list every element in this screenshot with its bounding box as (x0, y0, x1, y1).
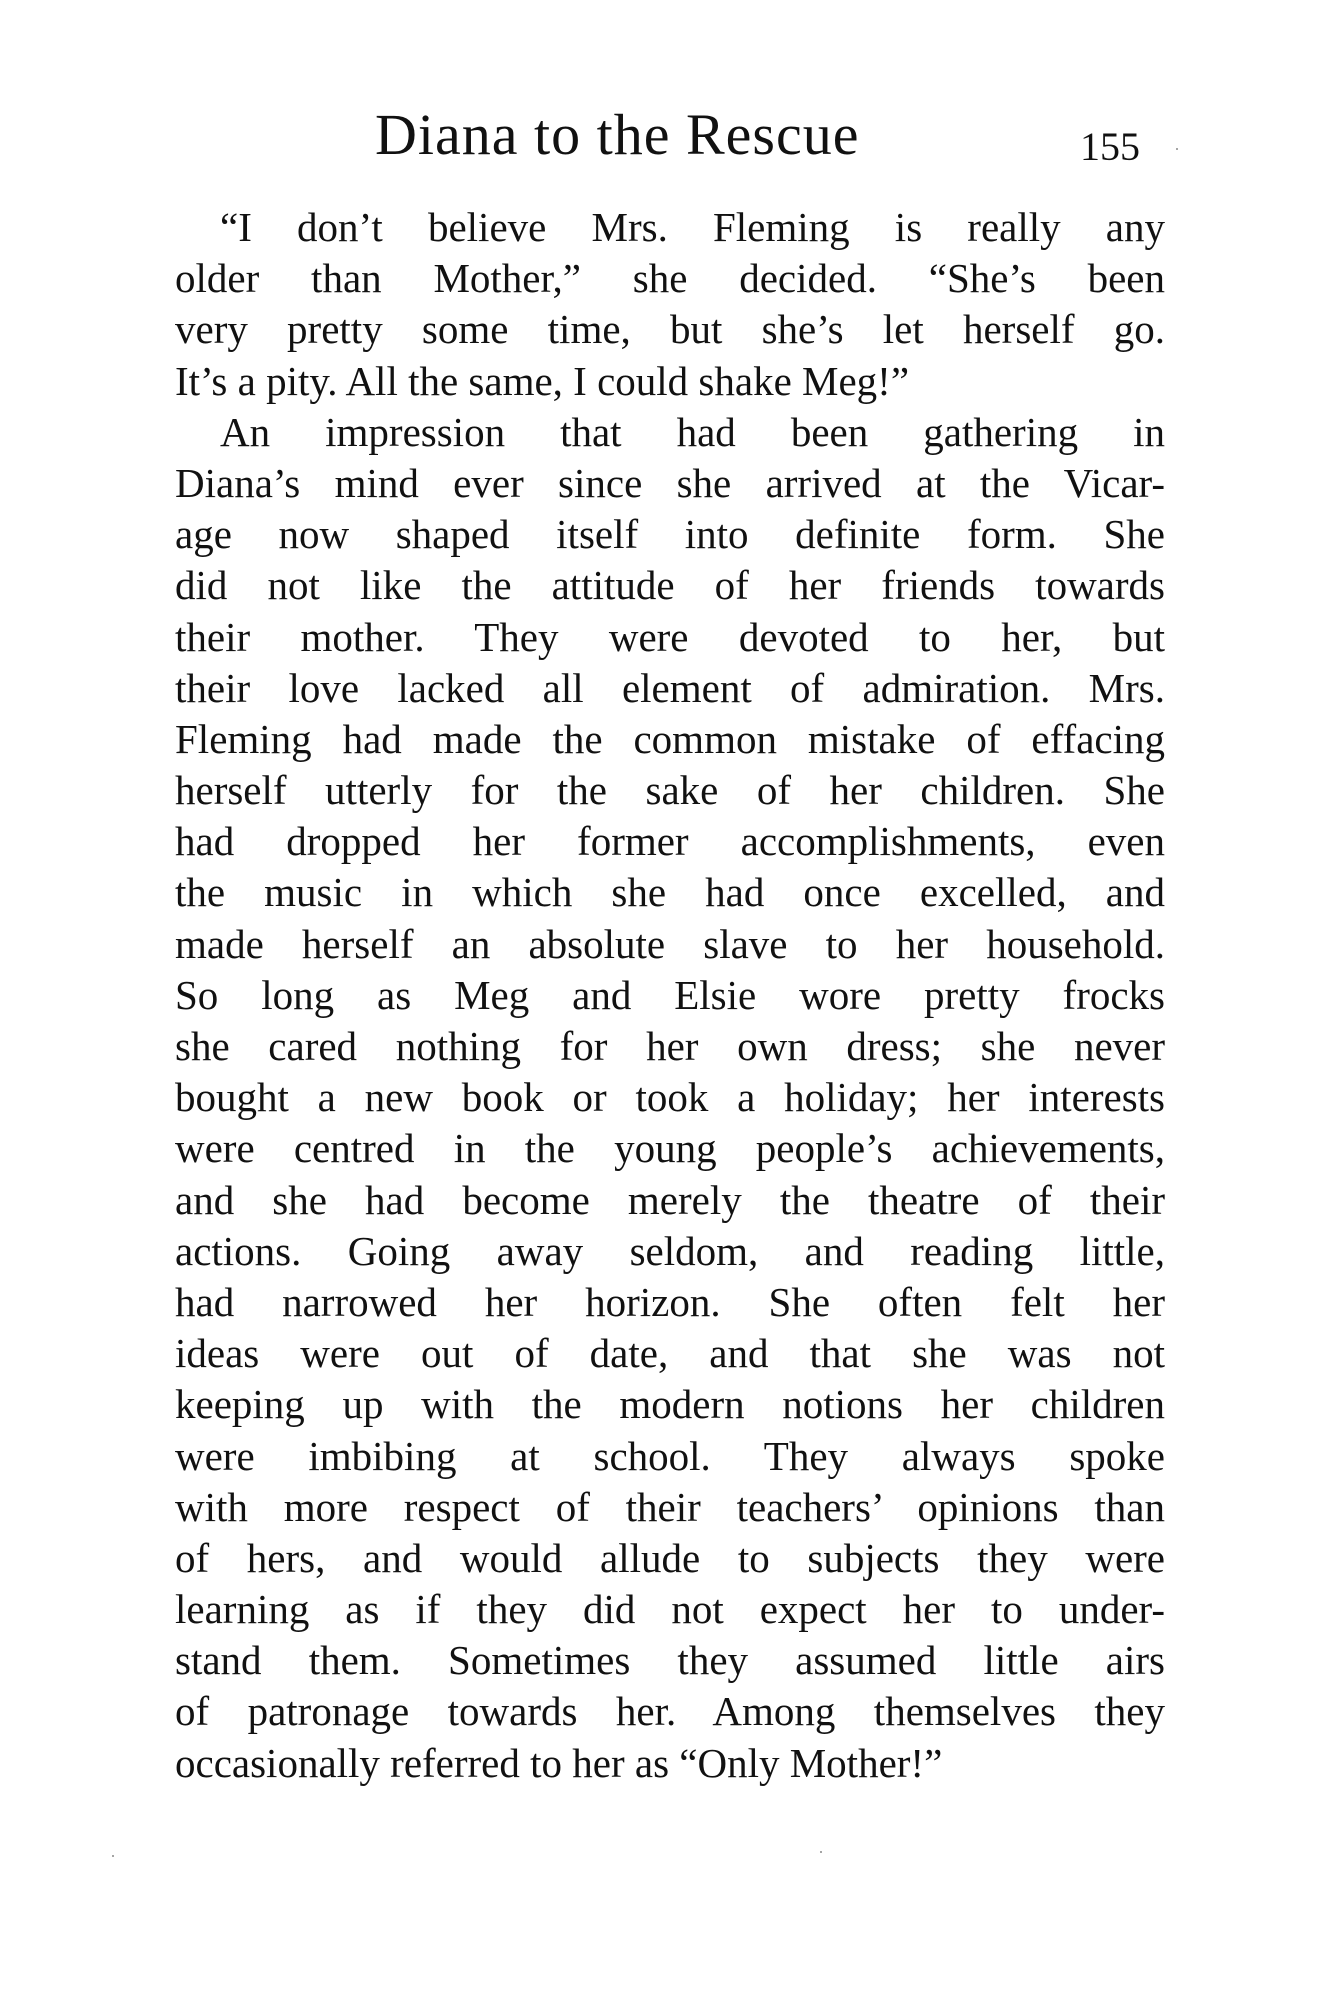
text-line: had narrowed her horizon. She often felt her (175, 1278, 1165, 1325)
text-line: of patronage towards her. Among themselves they (175, 1688, 1165, 1735)
text-line: had dropped her former accomplishments, even (175, 818, 1165, 865)
text-line: very pretty some time, but she’s let herself go. (175, 306, 1165, 353)
text-line: ideas were out of date, and that she was not (175, 1330, 1165, 1377)
text-line: It’s a pity. All the same, I could shake Meg!” (175, 357, 910, 404)
text-line: stand them. Sometimes they assumed little airs (175, 1637, 1165, 1684)
page-header (175, 95, 1175, 175)
text-line: keeping up with the modern notions her children (175, 1381, 1165, 1428)
text-line: bought a new book or took a holiday; her interests (175, 1074, 1165, 1121)
text-line: older than Mother,” she decided. “She’s been (175, 255, 1165, 302)
text-line: with more respect of their teachers’ opinions than (175, 1483, 1165, 1530)
text-line: of hers, and would allude to subjects they were (175, 1534, 1165, 1581)
page-number: 155 (1080, 124, 1140, 169)
text-line: learning as if they did not expect her to under- (175, 1586, 1165, 1633)
text-line: their mother. They were devoted to her, but (175, 613, 1165, 660)
text-line: their love lacked all element of admiration. Mrs. (175, 664, 1165, 711)
text-line: were centred in the young people’s achievements, (175, 1125, 1165, 1172)
text-line: the music in which she had once excelled, and (175, 869, 1165, 916)
text-line: “I don’t believe Mrs. Fleming is really any (220, 204, 1165, 250)
running-title: Diana to the Rescue (375, 102, 860, 167)
text-line: did not like the attitude of her friends towards (175, 562, 1165, 609)
text-line: and she had become merely the theatre of their (175, 1176, 1165, 1223)
text-line: were imbibing at school. They always spoke (175, 1432, 1165, 1479)
text-line: So long as Meg and Elsie wore pretty frocks (175, 971, 1165, 1018)
text-line: herself utterly for the sake of her children. She (175, 767, 1165, 814)
print-speck (112, 1855, 114, 1857)
print-speck (1176, 148, 1178, 150)
text-line: Fleming had made the common mistake of effacing (175, 715, 1165, 762)
text-line: occasionally referred to her as “Only Mother!” (175, 1739, 943, 1786)
text-line: made herself an absolute slave to her household. (175, 920, 1165, 967)
text-line: age now shaped itself into definite form. She (175, 511, 1165, 558)
text-line: actions. Going away seldom, and reading little, (175, 1227, 1165, 1274)
body-text (175, 202, 1165, 1789)
text-line: An impression that had been gathering in (220, 408, 1165, 455)
text-line: Diana’s mind ever since she arrived at the Vicar- (175, 459, 1165, 506)
print-speck (820, 1851, 822, 1853)
text-line: she cared nothing for her own dress; she never (175, 1023, 1165, 1069)
